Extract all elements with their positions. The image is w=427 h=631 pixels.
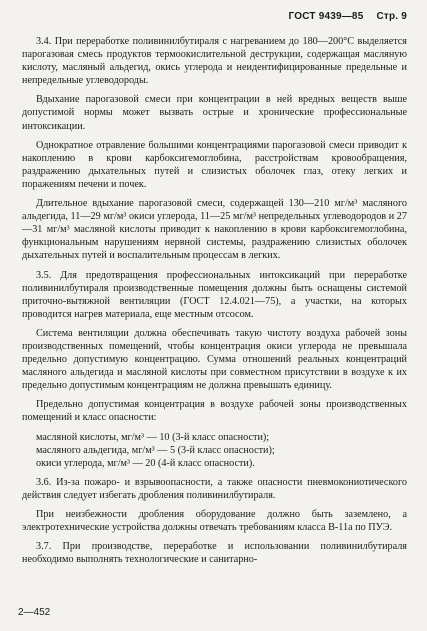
exposure-limits-list bbox=[22, 431, 407, 470]
limit-carbon-monoxide: окиси углерода, мг/м³ — 20 (4-й класс опасности). bbox=[36, 457, 255, 469]
grounding-requirement-paragraph: При неизбежности дробления оборудование должно быть заземлено, а электротехнические устройства должны отвечать требованиям класса В-11а по ПУЭ. bbox=[22, 509, 407, 534]
standard-number: ГОСТ 9439—85 bbox=[288, 11, 364, 22]
limit-butyraldehyde: масляного альдегида, мг/м³ — 5 (3-й класс опасности); bbox=[36, 444, 275, 456]
exposure-limits-intro: Предельно допустимая концентрация в воздухе рабочей зоны производственных помещений и класс опасности: bbox=[22, 399, 407, 424]
limit-butyric-acid: масляной кислоты, мг/м³ — 10 (3-й класс опасности); bbox=[36, 431, 270, 443]
inhalation-risk-paragraph: Вдыхание парогазовой смеси при концентрации в ней вредных веществ выше допустимой нормы может вызвать острые и хронические профессиональные интоксикации. bbox=[22, 94, 407, 132]
section-3-7-paragraph: 3.7. При производстве, переработке и использовании поливинилбутираля необходимо выполнять технологические и санитарно- bbox=[22, 541, 407, 566]
section-3-4-paragraph: 3.4. При переработке поливинилбутираля с нагреванием до 180—200°С выделяется парогазовая смесь продуктов термоокислительной деструкции, содержащая масляную кислоту, масляный альдегид, окись углерода и неидентифицированные предельные и непредельные углеводороды. bbox=[22, 36, 407, 87]
section-3-5-paragraph: 3.5. Для предотвращения профессиональных интоксикаций при переработке поливинилбутираля производственные помещения должны быть оснащены системой приточно-вытяжной вентиляции (ГОСТ 12.4.021—75), а участки, на которых проводится нагрев материала, еще местным отсосом. bbox=[22, 269, 407, 320]
header-separator bbox=[368, 11, 371, 22]
long-term-inhalation-paragraph: Длительное вдыхание парогазовой смеси, содержащей 130—210 мг/м³ масляного альдегида, 11—29 мг/м³ окиси углерода, 11—25 мг/м³ непредельных углеводородов и 27—31 мг/м³ масляной кислоты приводит к накоплению в крови карбоксигемоглобина, функциональным нарушениям нервной системы, раздражению слизистых оболочек дыхательных путей и воспалительным процессам в легких. bbox=[22, 198, 407, 262]
ventilation-requirement-paragraph: Система вентиляции должна обеспечивать такую чистоту воздуха рабочей зоны производственных помещений, чтобы концентрация окиси углерода не превышала предельно допустимую концентрацию. Сумма отношений реальных концентраций масляного альдегида и масляной кислоты при совместном присутствии в воздухе к их предельно допустимым концентрациям не должна превышать единицу. bbox=[22, 327, 407, 392]
page-header bbox=[289, 11, 407, 22]
page-footer-number: 2—452 bbox=[18, 607, 51, 618]
document-body bbox=[22, 35, 407, 566]
page-label: Стр. 9 bbox=[376, 11, 407, 22]
single-poisoning-paragraph: Однократное отравление большими концентрациями парогазовой смеси приводит к накоплению в крови карбоксигемоглобина, расстройствам кровообращения, раздражению дыхательных путей и слизистых оболочек глаз, отеку легких и поражениям печени и почек. bbox=[22, 139, 407, 190]
section-3-6-paragraph: 3.6. Из-за пожаро- и взрывоопасности, а также опасности пневмокониотического действия следует избегать дробления поливинилбутираля. bbox=[22, 476, 407, 501]
